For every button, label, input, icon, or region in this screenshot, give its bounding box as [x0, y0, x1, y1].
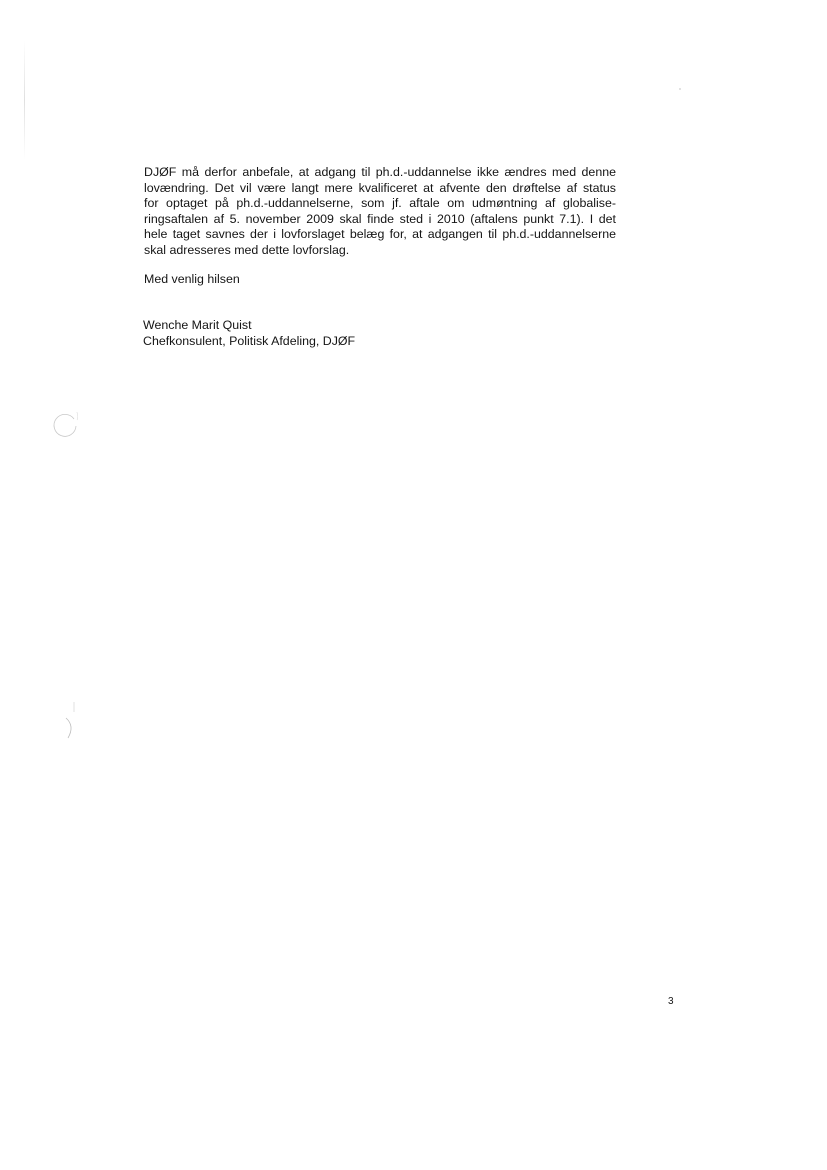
body-line: lovændring. Det vil være langt mere kvalificeret at afvente den drøftelse af status — [144, 180, 616, 195]
scan-speck — [679, 88, 681, 90]
body-line: skal adresseres med dette lovforslag. — [144, 242, 350, 257]
signatory-name: Wenche Marit Quist — [143, 318, 252, 332]
body-line: hele taget savnes der i lovforslaget belæg for, at adgangen til ph.d.-uddannelserne — [144, 227, 616, 242]
letter-body-paragraph — [144, 165, 616, 259]
punch-hole-mark — [52, 412, 78, 440]
page-number: 3 — [668, 996, 674, 1007]
closing-salutation: Med venlig hilsen — [144, 272, 240, 286]
punch-hole-mark — [56, 700, 80, 744]
body-line: DJØF må derfor anbefale, at adgang til ph.d.-uddannelse ikke ændres med denne — [144, 165, 616, 179]
signatory-title: Chefkonsulent, Politisk Afdeling, DJØF — [143, 333, 356, 348]
signature-block — [143, 318, 355, 349]
scan-edge-line — [24, 40, 25, 160]
body-line: ringsaftalen af 5. november 2009 skal finde sted i 2010 (aftalens punkt 7.1). I det — [144, 211, 616, 226]
body-line: for optaget på ph.d.-uddannelserne, som jf. aftale om udmøntning af globalise- — [144, 196, 616, 211]
